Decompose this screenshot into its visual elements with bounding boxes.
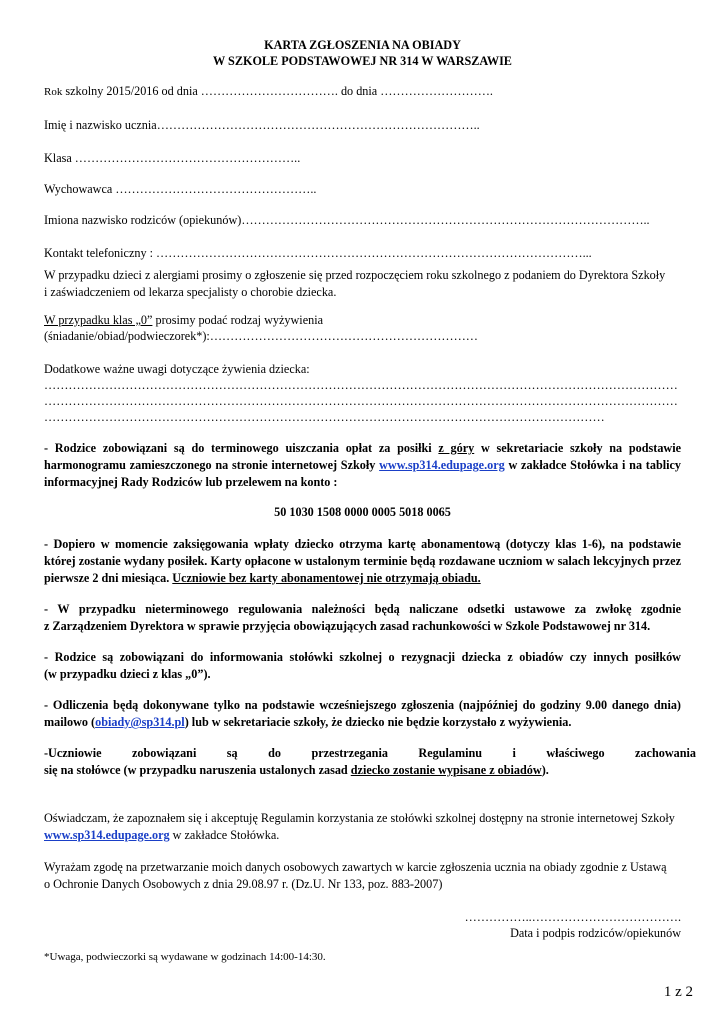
allergy-line-2: i zaświadczeniem od lekarza specjalisty o chorobie dziecka. xyxy=(44,285,337,299)
website-link[interactable]: www.sp314.edupage.org xyxy=(379,458,505,472)
title-line-1: KARTA ZGŁOSZENIA NA OBIADY xyxy=(264,38,461,52)
page-number: 1 z 2 xyxy=(663,984,693,1000)
rule-5-underlined: dziecko zostanie wypisane z obiadów xyxy=(350,763,542,777)
signature-label: Data i podpis rodziców/opiekunów xyxy=(510,926,681,940)
declaration-website-link[interactable]: www.sp314.edupage.org xyxy=(44,828,170,842)
class0-underlined: W przypadku klas „0” xyxy=(44,313,153,327)
class0-line-2: (śniadanie/obiad/podwieczorek*):………………………………………………………… xyxy=(44,329,478,343)
rule-1-line-3 xyxy=(44,571,681,586)
rule-4-text-b: ) lub w sekretariacie szkoły, że dziecko nie będzie korzystało z wyżywienia. xyxy=(184,715,572,729)
class-field: Klasa ……………………………………………….. xyxy=(44,151,301,165)
rule-4-text-a: mailowo ( xyxy=(44,715,96,729)
rule-1-text: pierwsze 2 dni miesiąca. xyxy=(44,571,173,585)
payment-upfront: z góry xyxy=(438,441,475,455)
year-text: szkolny 2015/2016 od dnia ……………………………. do dnia ………………………. xyxy=(62,84,493,98)
phone-field: Kontakt telefoniczny : ……………………………………………………………………………………………... xyxy=(44,246,592,260)
student-name-field: Imię i nazwisko ucznia…………………………………………………………………….. xyxy=(44,118,480,132)
declaration-line-2 xyxy=(44,828,681,843)
allergy-line-1: W przypadku dzieci z alergiami prosimy o zgłoszenie się przed rozpoczęciem roku szkolnego z podaniem do Dyrektora Szkoły xyxy=(44,268,666,282)
signature-dots: ……………..………………………………. xyxy=(464,910,681,924)
footnote: *Uwaga, podwieczorki są wydawane w godzinach 14:00-14:30. xyxy=(44,951,326,963)
parents-field: Imiona nazwisko rodziców (opiekunów)……………………………………………………………………………………….. xyxy=(44,213,650,227)
teacher-field: Wychowawca ………………………………………….. xyxy=(44,182,317,196)
notes-dots-1: ………………………………………………………………………………………………………………………………………… xyxy=(44,378,678,392)
payment-text-2a: harmonogramu zamieszczonego na stronie internetowej Szkoły xyxy=(44,458,376,472)
declaration-text: w zakładce Stołówka. xyxy=(169,828,280,842)
school-year-field xyxy=(44,84,681,100)
notes-dots-3: ………………………………………………………………………………………………………………………… xyxy=(44,410,605,424)
payment-text-2b: w zakładce Stołówka i na tablicy xyxy=(508,458,682,472)
payment-line-1 xyxy=(44,441,681,456)
rule-4-line-2 xyxy=(44,715,681,730)
rule-5-text-b: ). xyxy=(541,763,549,777)
rule-5-line-2 xyxy=(44,763,681,778)
rule-2-line-1: - W przypadku nieterminowego regulowania należności będą naliczane odsetki ustawowe za zwłokę zgodnie xyxy=(44,602,681,616)
rule-1-line-1: - Dopiero w momencie zaksięgowania wpłaty dziecko otrzyma kartę abonamentową (dotyczy klas 1-6), na podstawie xyxy=(44,537,681,551)
rule-3-line-1: - Rodzice są zobowiązani do informowania stołówki szkolnej o rezygnacji dziecka z obiadów czy innych posiłków xyxy=(44,650,681,664)
rule-1-line-2: której zostanie wydany posiłek. Karty opłacone w ustalonym terminie będą rozdawane uczniom w salach lekcyjnych przez xyxy=(44,554,681,568)
consent-line-2: o Ochronie Danych Osobowych z dnia 29.08.97 r. (Dz.U. Nr 133, poz. 883-2007) xyxy=(44,877,443,891)
bank-account-number: 50 1030 1508 0000 0005 5018 0065 xyxy=(274,505,451,519)
payment-line-2 xyxy=(44,458,681,473)
notes-dots-2: ………………………………………………………………………………………………………………………………………… xyxy=(44,394,678,408)
notes-label: Dodatkowe ważne uwagi dotyczące żywienia dziecka: xyxy=(44,362,310,376)
payment-text-a: - Rodzice zobowiązani są do terminowego uiszczania opłat za posiłki xyxy=(44,441,432,455)
class0-rest: prosimy podać rodzaj wyżywienia xyxy=(152,313,323,327)
year-prefix: Rok xyxy=(44,86,63,98)
payment-line-3: informacyjnej Rady Rodziców lub przelewem na konto : xyxy=(44,475,338,489)
rule-1-underlined: Uczniowie bez karty abonamentowej nie otrzymają obiadu. xyxy=(172,571,481,585)
declaration-line-1: Oświadczam, że zapoznałem się i akceptuję Regulamin korzystania ze stołówki szkolnej dostępny na stronie internetowej Szkoły xyxy=(44,811,675,825)
rule-2-line-2: z Zarządzeniem Dyrektora w sprawie przyjęcia obowiązujących zasad rachunkowości w Szkole Podstawowej nr 314. xyxy=(44,619,651,633)
class0-line-1 xyxy=(44,313,681,328)
title-line-2: W SZKOLE PODSTAWOWEJ NR 314 W WARSZAWIE xyxy=(213,54,512,68)
rule-5-text-a: się na stołówce (w przypadku naruszenia ustalonych zasad xyxy=(44,763,351,777)
payment-text-c: w sekretariacie szkoły na podstawie xyxy=(480,441,682,455)
rule-4-line-1: - Odliczenia będą dokonywane tylko na podstawie wcześniejszego zgłoszenia (najpóźniej do godziny 9.00 danego dnia) xyxy=(44,698,681,712)
email-link[interactable]: obiady@sp314.pl xyxy=(95,715,185,729)
rule-5-line-1: -Uczniowie zobowiązani są do przestrzegania Regulaminu i właściwego zachowania xyxy=(44,746,696,760)
rule-3-line-2: (w przypadku dzieci z klas „0”). xyxy=(44,667,211,681)
consent-line-1: Wyrażam zgodę na przetwarzanie moich danych osobowych zawartych w karcie zgłoszenia ucznia na obiady zgodnie z Ustawą xyxy=(44,860,667,874)
